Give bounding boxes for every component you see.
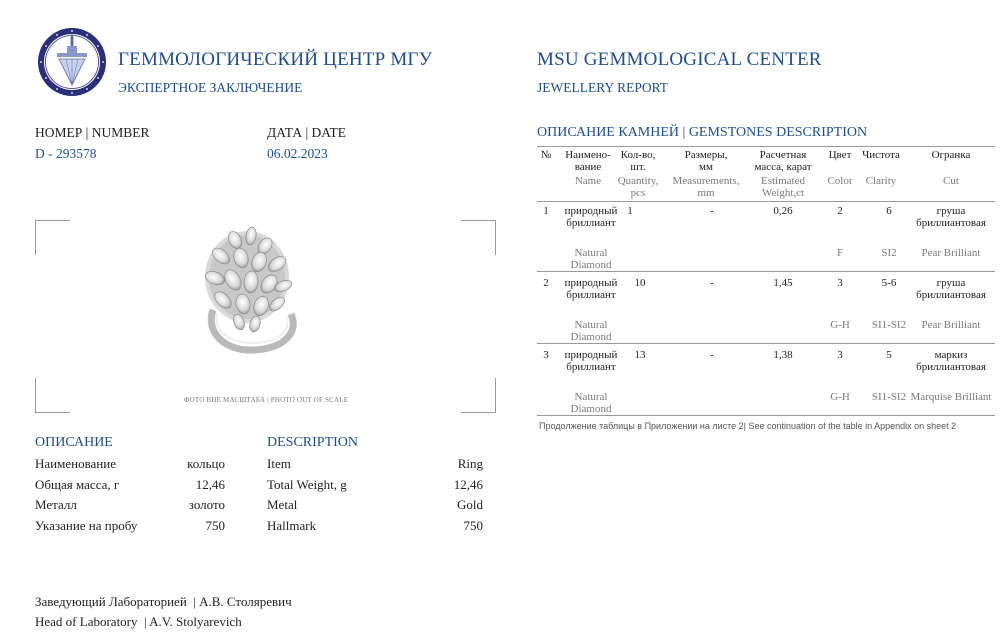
row-name-en: Natural Diamond xyxy=(570,247,612,271)
row-color: 3 xyxy=(837,277,843,289)
row-cut: груша бриллиантовая xyxy=(916,205,986,229)
col-size-header-en: Measurements, mm xyxy=(672,175,740,199)
row-color-en: G-H xyxy=(830,319,850,331)
row-clarity-en: SI2 xyxy=(881,247,897,259)
col-color-header-en: Color xyxy=(827,175,853,187)
en-subtitle: JEWELLERY REPORT xyxy=(537,80,669,95)
row-clarity-en: SI1-SI2 xyxy=(871,319,907,331)
table-bottom-rule xyxy=(537,415,995,416)
row-name: природный бриллиант xyxy=(564,349,618,373)
row-no: 3 xyxy=(543,349,549,361)
row-name: природный бриллиант xyxy=(564,277,618,301)
number-label: НОМЕР | NUMBER xyxy=(35,125,150,140)
row-color-en: F xyxy=(836,247,844,259)
table-footnote: Продолжение таблицы в Приложении на листе 2| See continuation of the table in Appendix on sheet 2 xyxy=(539,421,957,431)
ru-metal-label: Металл xyxy=(35,497,77,512)
date-label: ДАТА | DATE xyxy=(267,125,347,140)
row-name-en: Natural Diamond xyxy=(570,391,612,415)
en-weight-label: Total Weight, g xyxy=(267,477,347,492)
row-qty: 10 xyxy=(634,277,646,289)
row-cut: груша бриллиантовая xyxy=(916,277,986,301)
msu-logo xyxy=(37,27,107,97)
col-name-header-en: Name xyxy=(574,175,602,187)
row-cut-en: Pear Brilliant xyxy=(921,319,981,331)
ru-weight-value: 12,46 xyxy=(195,477,225,492)
col-color-header: Цвет xyxy=(828,149,852,161)
row-qty: 13 xyxy=(634,349,646,361)
photo-caption: ФОТО ВНЕ МАСШТАБА | PHOTO OUT OF SCALE xyxy=(183,396,349,404)
en-metal-value: Gold xyxy=(457,497,483,512)
row-weight: 0,26 xyxy=(773,205,793,217)
col-clarity-header: Чистота xyxy=(862,149,900,161)
frame-corner-top-right xyxy=(461,220,496,255)
gemstones-heading: ОПИСАНИЕ КАМНЕЙ | GEMSTONES DESCRIPTION xyxy=(537,125,868,140)
en-title: MSU GEMMOLOGICAL CENTER xyxy=(537,49,822,70)
date-value: 06.02.2023 xyxy=(267,146,328,161)
ru-item-value: кольцо xyxy=(187,456,225,471)
row-rule xyxy=(537,343,995,344)
en-hallmark-label: Hallmark xyxy=(267,518,317,533)
row-size: - xyxy=(710,205,714,217)
ru-weight-label: Общая масса, г xyxy=(35,477,120,492)
row-size: - xyxy=(710,277,714,289)
signature-ru: Заведующий Лабораторией | А.В. Столяревич xyxy=(35,594,292,609)
row-color: 3 xyxy=(837,349,843,361)
row-cut-en: Pear Brilliant xyxy=(921,247,981,259)
row-size: - xyxy=(710,349,714,361)
row-qty: 1 xyxy=(627,205,633,217)
row-no: 2 xyxy=(543,277,549,289)
row-name-en: Natural Diamond xyxy=(570,319,612,343)
row-clarity-en: SI1-SI2 xyxy=(871,391,907,403)
number-value: D - 293578 xyxy=(35,146,97,161)
en-hallmark-value: 750 xyxy=(463,518,483,533)
en-item-value: Ring xyxy=(457,456,483,471)
en-metal-label: Metal xyxy=(267,497,298,512)
ru-hallmark-label: Указание на пробу xyxy=(35,518,138,533)
signature-en: Head of Laboratory | A.V. Stolyarevich xyxy=(35,614,242,629)
row-weight: 1,45 xyxy=(773,277,793,289)
msu-seal-icon xyxy=(37,27,107,97)
table-top-rule xyxy=(537,146,995,147)
row-no: 1 xyxy=(543,205,549,217)
ru-title: ГЕММОЛОГИЧЕСКИЙ ЦЕНТР МГУ xyxy=(118,49,433,70)
row-clarity: 5 xyxy=(886,349,892,361)
frame-corner-top-left xyxy=(35,220,70,255)
row-color: 2 xyxy=(837,205,843,217)
row-color-en: G-H xyxy=(830,391,850,403)
ru-metal-value: золото xyxy=(188,497,225,512)
ring-image-icon xyxy=(195,222,305,357)
col-name-header: Наимено- вание xyxy=(565,149,611,173)
ru-subtitle: ЭКСПЕРТНОЕ ЗАКЛЮЧЕНИЕ xyxy=(118,80,303,95)
row-cut: маркиз бриллиантовая xyxy=(916,349,986,373)
ru-hallmark-value: 750 xyxy=(205,518,225,533)
ring-photo xyxy=(195,222,305,357)
row-rule xyxy=(537,271,995,272)
en-description-heading: DESCRIPTION xyxy=(267,435,359,450)
ru-description-heading: ОПИСАНИЕ xyxy=(35,435,113,450)
row-clarity: 5-6 xyxy=(881,277,897,289)
row-cut-en: Marquise Brilliant xyxy=(910,391,992,403)
row-clarity: 6 xyxy=(886,205,892,217)
col-weight-header: Расчетная масса, карат xyxy=(754,149,812,173)
col-qty-header: Кол-во, шт. xyxy=(620,149,656,173)
row-weight: 1,38 xyxy=(773,349,793,361)
en-weight-value: 12,46 xyxy=(453,477,483,492)
col-qty-header-en: Quantity, pcs xyxy=(617,175,659,199)
col-no-header: № xyxy=(540,149,552,161)
en-item-label: Item xyxy=(267,456,291,471)
col-cut-header-en: Cut xyxy=(943,175,959,187)
ru-item-label: Наименование xyxy=(35,456,116,471)
col-size-header: Размеры, мм xyxy=(684,149,728,173)
col-weight-header-en: Estimated Weight,ct xyxy=(761,175,805,199)
col-cut-header: Огранка xyxy=(931,149,971,161)
header-rule xyxy=(537,201,995,202)
row-name: природный бриллиант xyxy=(564,205,618,229)
col-clarity-header-en: Clarity xyxy=(865,175,897,187)
